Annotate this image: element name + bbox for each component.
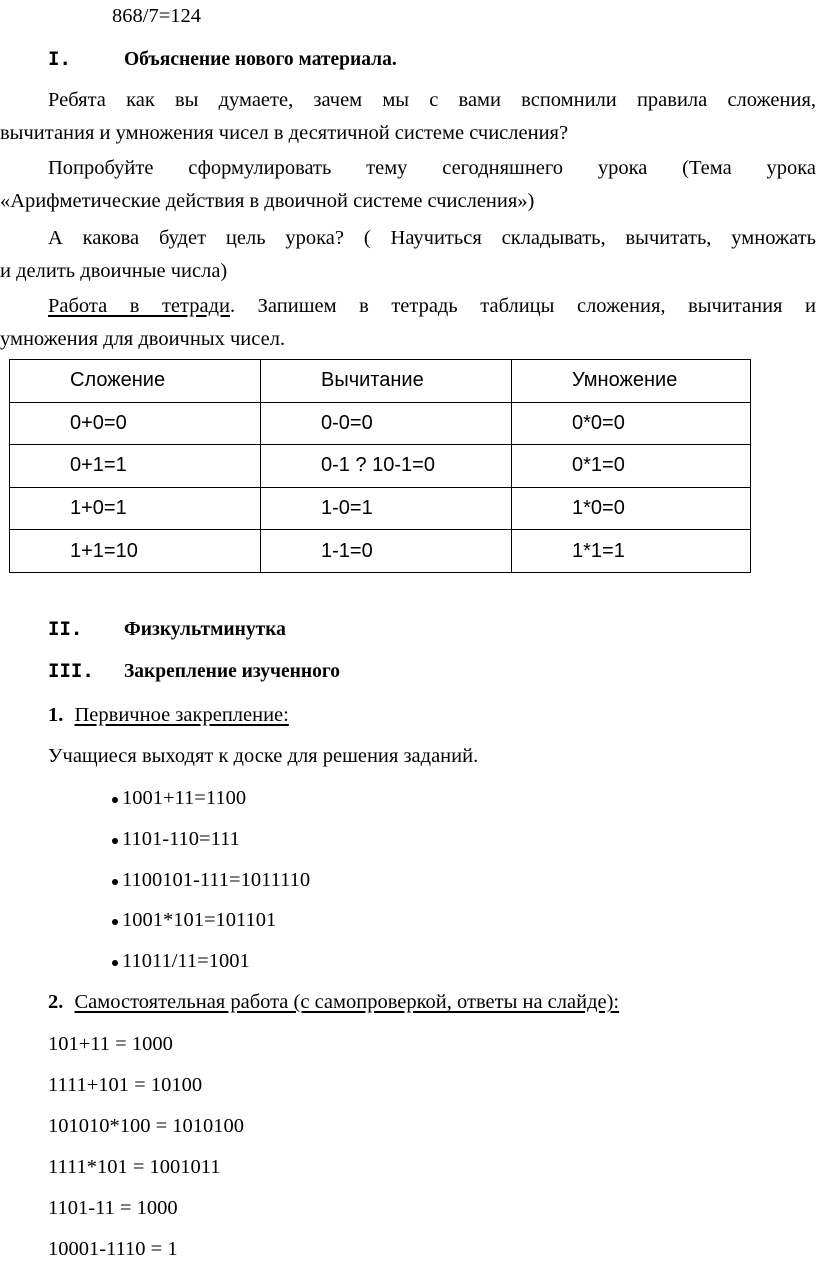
section-number: III. xyxy=(48,660,94,682)
list-item xyxy=(112,868,310,892)
bullet-dot-icon xyxy=(112,879,118,885)
item-number: 2. xyxy=(48,991,64,1013)
table-cell: 0-1 ? 10-1=0 xyxy=(261,445,512,488)
table-header: Вычитание xyxy=(261,360,512,403)
paragraph-line: вычитания и умножения чисел в десятичной системе счисления? xyxy=(0,122,569,144)
section-title: Объяснение нового материала. xyxy=(124,49,397,70)
section-heading-2 xyxy=(48,618,286,641)
paragraph-notebook xyxy=(0,290,816,356)
bullet-dot-icon xyxy=(112,797,118,803)
section-number: II. xyxy=(48,618,83,640)
bullet-dot-icon xyxy=(112,838,118,844)
section-title: Физкультминутка xyxy=(124,619,286,640)
item-title: Самостоятельная работа (с самопроверкой, ответы на слайде): xyxy=(74,991,620,1013)
paragraph-line: и делить двоичные числа) xyxy=(0,260,228,282)
table-cell: 0*0=0 xyxy=(512,402,751,445)
table-row xyxy=(10,445,751,488)
section-heading-3 xyxy=(48,660,340,683)
paragraph-question xyxy=(0,84,816,150)
table-cell: 1+1=10 xyxy=(10,530,261,573)
list-item-text: 1100101-111=1011110 xyxy=(122,869,311,891)
table-cell: 1*0=0 xyxy=(512,487,751,530)
table-cell: 1+0=1 xyxy=(10,487,261,530)
table-cell: 0+0=0 xyxy=(10,402,261,445)
list-item-text: 1001+11=1100 xyxy=(122,787,247,809)
table-row xyxy=(10,402,751,445)
paragraph-line: Попробуйте сформулировать тему сегодняшнего урока (Тема урока xyxy=(48,157,816,179)
paragraph-line: «Арифметические действия в двоичной системе счисления») xyxy=(0,190,535,212)
item-1 xyxy=(48,703,289,727)
exercise-line: 101+11 = 1000 xyxy=(48,1033,173,1055)
exercise-line: 10001-1110 = 1 xyxy=(48,1238,178,1260)
list-item-text: 1101-110=111 xyxy=(122,828,240,850)
table-header: Умножение xyxy=(512,360,751,403)
paragraph-goal xyxy=(0,222,816,288)
exercise-line: 1111+101 = 10100 xyxy=(48,1074,203,1096)
section-number: I. xyxy=(48,48,71,70)
table-cell: 0-0=0 xyxy=(261,402,512,445)
table-cell: 0*1=0 xyxy=(512,445,751,488)
list-item-text: 11011/11=1001 xyxy=(122,950,250,972)
exercise-line: 1111*101 = 1001011 xyxy=(48,1156,221,1178)
operations-table xyxy=(9,359,751,573)
section-title: Закрепление изученного xyxy=(124,661,341,682)
table-cell: 0+1=1 xyxy=(10,445,261,488)
exercise-line: 101010*100 = 1010100 xyxy=(48,1115,245,1137)
section-heading-1 xyxy=(48,48,397,71)
table-header-row xyxy=(10,360,751,403)
paragraph-topic xyxy=(0,152,816,218)
underlined-text: Работа в тетради xyxy=(48,295,230,317)
bullet-dot-icon xyxy=(112,919,118,925)
bullet-dot-icon xyxy=(112,960,118,966)
paragraph-line xyxy=(0,290,816,323)
paragraph-line: Ребята как вы думаете, зачем мы с вами вспомнили правила сложения, xyxy=(48,89,816,111)
list-item xyxy=(112,827,240,851)
table-row xyxy=(10,530,751,573)
exercise-line: 1101-11 = 1000 xyxy=(48,1197,178,1219)
table-cell: 1*1=1 xyxy=(512,530,751,573)
paragraph-text: . Запишем в тетрадь таблицы сложения, вычитания и xyxy=(230,295,816,317)
item-number: 1. xyxy=(48,704,64,726)
table-cell: 1-0=1 xyxy=(261,487,512,530)
item-title: Первичное закрепление: xyxy=(74,704,289,726)
table-row xyxy=(10,487,751,530)
paragraph-line: А какова будет цель урока? ( Научиться складывать, вычитать, умножать xyxy=(48,227,816,249)
table-header: Сложение xyxy=(10,360,261,403)
students-text: Учащиеся выходят к доске для решения заданий. xyxy=(48,745,479,767)
list-item xyxy=(112,786,246,810)
list-item xyxy=(112,908,276,932)
paragraph-line: умножения для двоичных чисел. xyxy=(0,328,286,350)
list-item-text: 1001*101=101101 xyxy=(122,909,277,931)
list-item xyxy=(112,949,250,973)
item-2 xyxy=(48,990,619,1014)
table-cell: 1-1=0 xyxy=(261,530,512,573)
top-equation: 868/7=124 xyxy=(112,5,202,27)
